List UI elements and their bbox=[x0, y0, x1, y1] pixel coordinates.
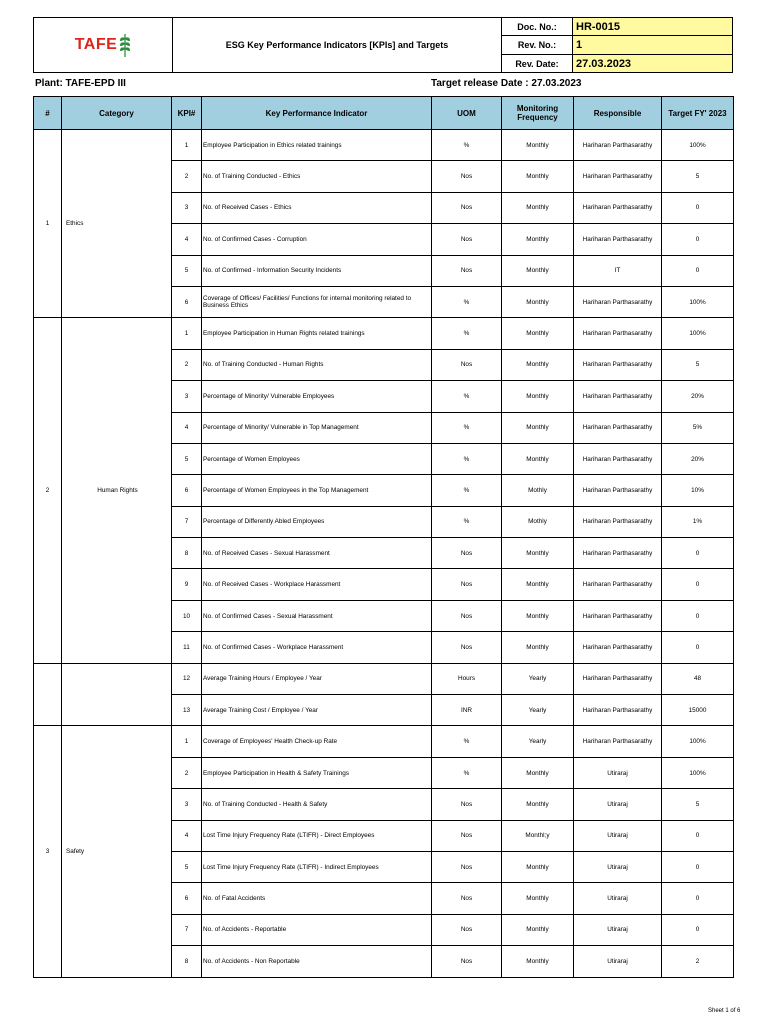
kpi-uom: Nos bbox=[432, 192, 502, 223]
kpi-number: 4 bbox=[172, 224, 202, 255]
kpi-responsible: Hariharan Parthasarathy bbox=[574, 632, 662, 663]
company-logo bbox=[75, 32, 132, 58]
kpi-target: 5 bbox=[662, 161, 734, 192]
kpi-uom: Nos bbox=[432, 224, 502, 255]
kpi-target: 0 bbox=[662, 600, 734, 631]
kpi-number: 4 bbox=[172, 820, 202, 851]
kpi-responsible: Hariharan Parthasarathy bbox=[574, 538, 662, 569]
kpi-responsible: Hariharan Parthasarathy bbox=[574, 600, 662, 631]
kpi-name: No. of Accidents - Reportable bbox=[202, 914, 432, 945]
group-category: Safety bbox=[62, 726, 172, 977]
kpi-uom: % bbox=[432, 381, 502, 412]
kpi-uom: % bbox=[432, 757, 502, 788]
kpi-responsible: Hariharan Parthasarathy bbox=[574, 161, 662, 192]
kpi-frequency: Monthl;y bbox=[502, 820, 574, 851]
kpi-uom: Nos bbox=[432, 161, 502, 192]
kpi-name: Average Training Hours / Employee / Year bbox=[202, 663, 432, 694]
kpi-responsible: IT bbox=[574, 255, 662, 286]
kpi-number: 13 bbox=[172, 695, 202, 726]
kpi-number: 6 bbox=[172, 475, 202, 506]
kpi-target: 48 bbox=[662, 663, 734, 694]
kpi-frequency: Yearly bbox=[502, 663, 574, 694]
kpi-target: 15000 bbox=[662, 695, 734, 726]
kpi-target: 1% bbox=[662, 506, 734, 537]
kpi-frequency: Monthly bbox=[502, 161, 574, 192]
kpi-name: Employee Participation in Health & Safety Trainings bbox=[202, 757, 432, 788]
plant-row bbox=[33, 73, 733, 95]
kpi-responsible: Hariharan Parthasarathy bbox=[574, 412, 662, 443]
document-header bbox=[33, 17, 733, 73]
kpi-target: 0 bbox=[662, 914, 734, 945]
group-category: Human Rights bbox=[62, 318, 172, 663]
rev-no-label: Rev. No.: bbox=[501, 35, 573, 55]
col-header-category: Category bbox=[62, 97, 172, 130]
kpi-responsible: Hariharan Parthasarathy bbox=[574, 475, 662, 506]
kpi-frequency: Monthly bbox=[502, 130, 574, 161]
kpi-number: 1 bbox=[172, 726, 202, 757]
col-header-num: # bbox=[34, 97, 62, 130]
kpi-target: 0 bbox=[662, 224, 734, 255]
kpi-target: 5% bbox=[662, 412, 734, 443]
kpi-responsible: Hariharan Parthasarathy bbox=[574, 286, 662, 317]
kpi-responsible: Hariharan Parthasarathy bbox=[574, 726, 662, 757]
kpi-number: 2 bbox=[172, 161, 202, 192]
kpi-name: Percentage of Minority/ Vulnerable Employees bbox=[202, 381, 432, 412]
kpi-name: No. of Confirmed Cases - Sexual Harassment bbox=[202, 600, 432, 631]
table-header-row bbox=[34, 97, 734, 130]
kpi-target: 0 bbox=[662, 192, 734, 223]
kpi-name: No. of Confirmed Cases - Workplace Harassment bbox=[202, 632, 432, 663]
kpi-uom: Nos bbox=[432, 538, 502, 569]
kpi-name: No. of Training Conducted - Health & Safety bbox=[202, 789, 432, 820]
kpi-frequency: Monthly bbox=[502, 318, 574, 349]
kpi-target: 0 bbox=[662, 632, 734, 663]
kpi-target: 0 bbox=[662, 569, 734, 600]
kpi-number: 5 bbox=[172, 255, 202, 286]
kpi-frequency: Monthly bbox=[502, 286, 574, 317]
kpi-target: 100% bbox=[662, 318, 734, 349]
kpi-name: No. of Confirmed - Information Security Incidents bbox=[202, 255, 432, 286]
kpi-number: 1 bbox=[172, 318, 202, 349]
empty-group-number bbox=[34, 663, 62, 726]
kpi-uom: Hours bbox=[432, 663, 502, 694]
kpi-name: No. of Confirmed Cases - Corruption bbox=[202, 224, 432, 255]
kpi-number: 8 bbox=[172, 946, 202, 977]
kpi-name: No. of Received Cases - Workplace Harassment bbox=[202, 569, 432, 600]
table-row bbox=[34, 726, 734, 757]
kpi-target: 10% bbox=[662, 475, 734, 506]
kpi-uom: Nos bbox=[432, 946, 502, 977]
kpi-responsible: Utiraraj bbox=[574, 820, 662, 851]
kpi-name: Percentage of Minority/ Vulnerable in Top Management bbox=[202, 412, 432, 443]
rev-no-value: 1 bbox=[572, 35, 733, 55]
kpi-uom: INR bbox=[432, 695, 502, 726]
rev-date-label: Rev. Date: bbox=[501, 54, 573, 73]
col-header-kpi-num: KPI# bbox=[172, 97, 202, 130]
kpi-table-body bbox=[34, 130, 734, 978]
sheet-footer: Sheet 1 of 6 bbox=[708, 1008, 741, 1014]
kpi-frequency: Monthly bbox=[502, 789, 574, 820]
kpi-name: Percentage of Women Employees in the Top Management bbox=[202, 475, 432, 506]
kpi-target: 0 bbox=[662, 883, 734, 914]
kpi-name: Employee Participation in Human Rights related trainings bbox=[202, 318, 432, 349]
kpi-responsible: Hariharan Parthasarathy bbox=[574, 663, 662, 694]
kpi-frequency: Monthly bbox=[502, 946, 574, 977]
kpi-frequency: Monthly bbox=[502, 757, 574, 788]
kpi-number: 1 bbox=[172, 130, 202, 161]
kpi-target: 100% bbox=[662, 757, 734, 788]
kpi-responsible: Hariharan Parthasarathy bbox=[574, 443, 662, 474]
kpi-responsible: Hariharan Parthasarathy bbox=[574, 318, 662, 349]
kpi-name: Lost Time Injury Frequency Rate (LTIFR) - Direct Employees bbox=[202, 820, 432, 851]
empty-group-category bbox=[62, 663, 172, 726]
kpi-responsible: Hariharan Parthasarathy bbox=[574, 224, 662, 255]
kpi-uom: Nos bbox=[432, 632, 502, 663]
kpi-uom: Nos bbox=[432, 349, 502, 380]
kpi-frequency: Monthly bbox=[502, 224, 574, 255]
kpi-name: Percentage of Women Employees bbox=[202, 443, 432, 474]
kpi-frequency: Monthly bbox=[502, 851, 574, 882]
kpi-number: 8 bbox=[172, 538, 202, 569]
kpi-target: 100% bbox=[662, 130, 734, 161]
kpi-uom: % bbox=[432, 726, 502, 757]
kpi-target: 0 bbox=[662, 820, 734, 851]
kpi-frequency: Monthly bbox=[502, 412, 574, 443]
kpi-uom: % bbox=[432, 318, 502, 349]
kpi-name: No. of Received Cases - Sexual Harassment bbox=[202, 538, 432, 569]
group-number: 2 bbox=[34, 318, 62, 663]
col-header-frequency: Monitoring Frequency bbox=[502, 97, 574, 130]
kpi-frequency: Monthly bbox=[502, 600, 574, 631]
kpi-responsible: Hariharan Parthasarathy bbox=[574, 381, 662, 412]
target-release-date: Target release Date : 27.03.2023 bbox=[431, 78, 582, 89]
kpi-target: 0 bbox=[662, 255, 734, 286]
kpi-uom: % bbox=[432, 475, 502, 506]
kpi-number: 6 bbox=[172, 883, 202, 914]
kpi-number: 9 bbox=[172, 569, 202, 600]
kpi-name: No. of Received Cases - Ethics bbox=[202, 192, 432, 223]
kpi-frequency: Yearly bbox=[502, 726, 574, 757]
kpi-frequency: Monthly bbox=[502, 632, 574, 663]
kpi-frequency: Monthly bbox=[502, 381, 574, 412]
kpi-number: 12 bbox=[172, 663, 202, 694]
kpi-uom: Nos bbox=[432, 820, 502, 851]
kpi-target: 100% bbox=[662, 726, 734, 757]
kpi-number: 7 bbox=[172, 506, 202, 537]
kpi-frequency: Yearly bbox=[502, 695, 574, 726]
plant-name: Plant: TAFE-EPD III bbox=[35, 78, 126, 89]
kpi-responsible: Hariharan Parthasarathy bbox=[574, 349, 662, 380]
kpi-number: 10 bbox=[172, 600, 202, 631]
document-title: ESG Key Performance Indicators [KPIs] and Targets bbox=[172, 17, 502, 73]
kpi-responsible: Hariharan Parthasarathy bbox=[574, 569, 662, 600]
kpi-uom: Nos bbox=[432, 883, 502, 914]
kpi-frequency: Monthly bbox=[502, 914, 574, 945]
kpi-uom: Nos bbox=[432, 600, 502, 631]
table-row bbox=[34, 130, 734, 161]
kpi-target: 2 bbox=[662, 946, 734, 977]
kpi-frequency: Monthly bbox=[502, 883, 574, 914]
kpi-responsible: Utiraraj bbox=[574, 883, 662, 914]
leaf-icon bbox=[119, 32, 131, 58]
col-header-target: Target FY' 2023 bbox=[662, 97, 734, 130]
kpi-frequency: Monthly bbox=[502, 569, 574, 600]
kpi-frequency: Monthly bbox=[502, 255, 574, 286]
col-header-kpi: Key Performance Indicator bbox=[202, 97, 432, 130]
kpi-name: Employee Participation in Ethics related trainings bbox=[202, 130, 432, 161]
kpi-number: 4 bbox=[172, 412, 202, 443]
group-category: Ethics bbox=[62, 130, 172, 318]
kpi-uom: Nos bbox=[432, 851, 502, 882]
doc-no-label: Doc. No.: bbox=[501, 17, 573, 36]
kpi-uom: % bbox=[432, 506, 502, 537]
kpi-number: 2 bbox=[172, 349, 202, 380]
kpi-frequency: Monthly bbox=[502, 443, 574, 474]
kpi-frequency: Monthly bbox=[502, 538, 574, 569]
kpi-number: 7 bbox=[172, 914, 202, 945]
kpi-uom: Nos bbox=[432, 569, 502, 600]
kpi-frequency: Mothly bbox=[502, 475, 574, 506]
kpi-name: Average Training Cost / Employee / Year bbox=[202, 695, 432, 726]
kpi-responsible: Utiraraj bbox=[574, 851, 662, 882]
kpi-uom: % bbox=[432, 130, 502, 161]
kpi-target: 0 bbox=[662, 851, 734, 882]
kpi-frequency: Monthly bbox=[502, 349, 574, 380]
kpi-name: Coverage of Offices/ Facilities/ Functions for internal monitoring related to Business Ethics bbox=[202, 286, 432, 317]
group-number: 3 bbox=[34, 726, 62, 977]
kpi-target: 0 bbox=[662, 538, 734, 569]
logo-cell bbox=[33, 17, 173, 73]
kpi-name: Coverage of Employees' Health Check-up Rate bbox=[202, 726, 432, 757]
kpi-name: No. of Fatal Accidents bbox=[202, 883, 432, 914]
rev-date-value: 27.03.2023 bbox=[572, 54, 733, 73]
kpi-number: 3 bbox=[172, 381, 202, 412]
kpi-number: 6 bbox=[172, 286, 202, 317]
kpi-number: 5 bbox=[172, 851, 202, 882]
group-number: 1 bbox=[34, 130, 62, 318]
kpi-name: No. of Training Conducted - Human Rights bbox=[202, 349, 432, 380]
kpi-uom: % bbox=[432, 286, 502, 317]
kpi-number: 5 bbox=[172, 443, 202, 474]
kpi-name: No. of Training Conducted - Ethics bbox=[202, 161, 432, 192]
kpi-target: 20% bbox=[662, 381, 734, 412]
kpi-responsible: Utiraraj bbox=[574, 757, 662, 788]
kpi-uom: % bbox=[432, 443, 502, 474]
kpi-number: 2 bbox=[172, 757, 202, 788]
kpi-target: 5 bbox=[662, 789, 734, 820]
kpi-responsible: Utiraraj bbox=[574, 789, 662, 820]
kpi-target: 20% bbox=[662, 443, 734, 474]
kpi-frequency: Monthly bbox=[502, 192, 574, 223]
kpi-uom: Nos bbox=[432, 789, 502, 820]
kpi-target: 100% bbox=[662, 286, 734, 317]
col-header-uom: UOM bbox=[432, 97, 502, 130]
kpi-number: 11 bbox=[172, 632, 202, 663]
table-row bbox=[34, 318, 734, 349]
kpi-table bbox=[33, 96, 734, 978]
kpi-responsible: Hariharan Parthasarathy bbox=[574, 506, 662, 537]
kpi-name: Lost Time Injury Frequency Rate (LTIFR) - Indirect Employees bbox=[202, 851, 432, 882]
kpi-uom: % bbox=[432, 412, 502, 443]
logo-text: TAFE bbox=[74, 36, 118, 53]
kpi-number: 3 bbox=[172, 789, 202, 820]
kpi-responsible: Utiraraj bbox=[574, 946, 662, 977]
kpi-responsible: Hariharan Parthasarathy bbox=[574, 695, 662, 726]
table-row bbox=[34, 663, 734, 694]
kpi-uom: Nos bbox=[432, 255, 502, 286]
doc-no-value: HR-0015 bbox=[572, 17, 733, 36]
kpi-target: 5 bbox=[662, 349, 734, 380]
kpi-responsible: Hariharan Parthasarathy bbox=[574, 130, 662, 161]
kpi-frequency: Mothly bbox=[502, 506, 574, 537]
kpi-responsible: Hariharan Parthasarathy bbox=[574, 192, 662, 223]
kpi-name: Percentage of Differently Abled Employees bbox=[202, 506, 432, 537]
kpi-uom: Nos bbox=[432, 914, 502, 945]
kpi-name: No. of Accidents - Non Reportable bbox=[202, 946, 432, 977]
col-header-responsible: Responsible bbox=[574, 97, 662, 130]
kpi-responsible: Utiraraj bbox=[574, 914, 662, 945]
kpi-number: 3 bbox=[172, 192, 202, 223]
